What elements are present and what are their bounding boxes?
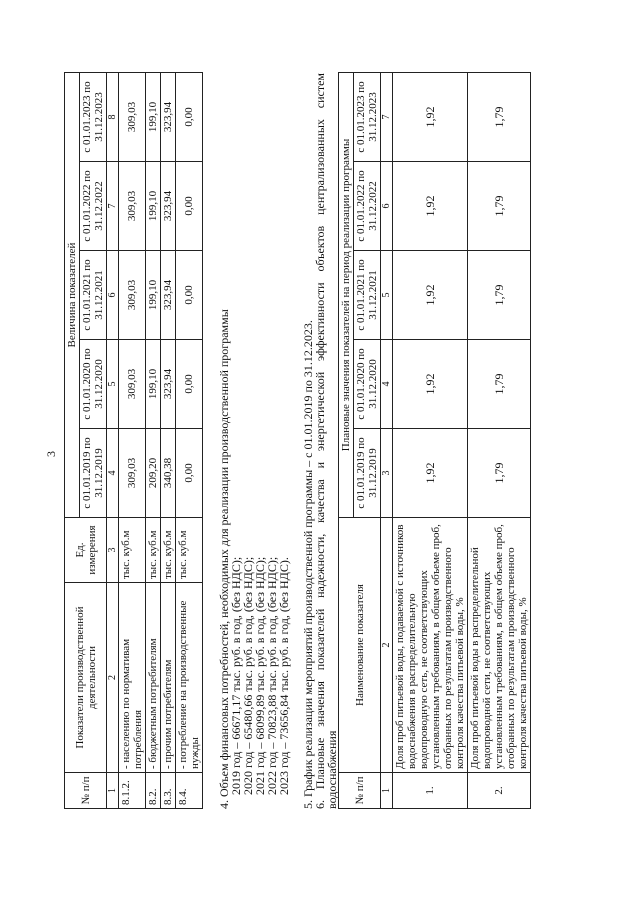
row-value: 309,03 bbox=[119, 251, 146, 340]
period-header: с 01.01.2021 по 31.12.2021 bbox=[354, 251, 381, 340]
section-5-schedule: 5. График реализации мероприятий производственной программы – с 01.01.2019 по 31.12.2023. bbox=[301, 320, 315, 809]
row-number: 1. bbox=[393, 773, 468, 809]
section-6-line-2: водоснабжения bbox=[325, 730, 339, 809]
row-number: 2. bbox=[468, 773, 531, 809]
index-cell: 1 bbox=[381, 773, 393, 809]
col-name-header: Наименование показателя bbox=[339, 518, 381, 773]
row-name: - потребление на производственные нужды bbox=[176, 583, 203, 773]
row-value: 0,00 bbox=[176, 340, 203, 429]
row-value: 323,94 bbox=[161, 340, 176, 429]
row-value: 1,79 bbox=[468, 340, 531, 429]
row-value: 309,03 bbox=[119, 73, 146, 162]
index-cell: 3 bbox=[381, 429, 393, 518]
row-number: 8.3. bbox=[161, 773, 176, 809]
col-unit-header: Ед. измерения bbox=[65, 518, 107, 583]
index-cell: 4 bbox=[107, 429, 119, 518]
section-4-line: 2022 год – 70823,88 тыс. руб. в год, (без НДС); bbox=[265, 556, 279, 795]
col-indicator-header: Показатели производственной деятельности bbox=[65, 583, 107, 773]
row-value: 1,79 bbox=[468, 251, 531, 340]
row-value: 323,94 bbox=[161, 251, 176, 340]
index-cell: 2 bbox=[107, 583, 119, 773]
row-value: 209,20 bbox=[146, 429, 161, 518]
row-value: 199,10 bbox=[146, 340, 161, 429]
period-header: с 01.01.2023 по 31.12.2023 bbox=[354, 72, 381, 161]
col-no-header: № п/п bbox=[339, 773, 381, 809]
values-group-header: Величина показателей bbox=[65, 73, 80, 518]
index-cell: 6 bbox=[381, 162, 393, 251]
row-value: 309,03 bbox=[119, 340, 146, 429]
row-unit: тыс. куб.м bbox=[176, 518, 203, 583]
index-cell: 1 bbox=[107, 773, 119, 809]
table-row bbox=[176, 73, 203, 809]
row-value: 1,92 bbox=[393, 429, 468, 518]
period-header: с 01.01.2020 по 31.12.2020 bbox=[354, 340, 381, 429]
section-4-title: 4. Объем финансовых потребностей, необходимых для реализации производственной программы bbox=[217, 309, 231, 809]
row-value: 0,00 bbox=[176, 162, 203, 251]
column-index-row bbox=[381, 72, 393, 808]
period-header: с 01.01.2019 по 31.12.2019 bbox=[80, 429, 107, 518]
column-index-row bbox=[107, 73, 119, 809]
row-number: 8.1.2. bbox=[119, 773, 146, 809]
reliability-indicators-table bbox=[338, 72, 531, 809]
row-value: 340,38 bbox=[161, 429, 176, 518]
production-indicators-table bbox=[64, 72, 203, 809]
index-cell: 5 bbox=[107, 340, 119, 429]
section-6-heading bbox=[314, 73, 338, 809]
period-header: с 01.01.2019 по 31.12.2019 bbox=[354, 429, 381, 518]
row-unit: тыс. куб.м bbox=[161, 518, 176, 583]
index-cell: 6 bbox=[107, 251, 119, 340]
row-value: 1,92 bbox=[393, 251, 468, 340]
planned-values-group-header: Плановые значения показателей на период реализации программы bbox=[339, 72, 354, 517]
section-4-line: 2023 год – 73656,84 тыс. руб. в год, (без НДС). bbox=[277, 557, 291, 795]
period-header: с 01.01.2021 по 31.12.2021 bbox=[80, 251, 107, 340]
index-cell: 4 bbox=[381, 340, 393, 429]
row-value: 1,92 bbox=[393, 340, 468, 429]
row-unit: тыс. куб.м bbox=[146, 518, 161, 583]
row-value: 309,03 bbox=[119, 162, 146, 251]
row-value: 199,10 bbox=[146, 251, 161, 340]
row-value: 1,92 bbox=[393, 72, 468, 161]
period-header: с 01.01.2023 по 31.12.2023 bbox=[80, 73, 107, 162]
row-value: 1,79 bbox=[468, 429, 531, 518]
row-name: - населению по нормативам потребления bbox=[119, 583, 146, 773]
row-unit: тыс. куб.м bbox=[119, 518, 146, 583]
row-value: 1,92 bbox=[393, 162, 468, 251]
period-header: с 01.01.2020 по 31.12.2020 bbox=[80, 340, 107, 429]
index-cell: 7 bbox=[381, 72, 393, 161]
section-4-line: 2021 год – 68099,89 тыс. руб. в год, (без НДС); bbox=[253, 556, 267, 795]
table-row bbox=[393, 72, 468, 808]
period-header: с 01.01.2022 по 31.12.2022 bbox=[354, 162, 381, 251]
row-value: 0,00 bbox=[176, 251, 203, 340]
row-value: 323,94 bbox=[161, 162, 176, 251]
row-name: - бюджетным потребителям bbox=[146, 583, 161, 773]
index-cell: 3 bbox=[107, 518, 119, 583]
row-value: 1,79 bbox=[468, 162, 531, 251]
index-cell: 7 bbox=[107, 162, 119, 251]
page-number: 3 bbox=[44, 451, 58, 457]
table-row bbox=[119, 73, 146, 809]
section-4-line: 2019 год – 66671,17 тыс. руб. в год, (без НДС); bbox=[229, 556, 243, 795]
row-number: 8.4. bbox=[176, 773, 203, 809]
col-no-header: № п/п bbox=[65, 773, 107, 809]
table-row bbox=[146, 73, 161, 809]
row-value: 323,94 bbox=[161, 73, 176, 162]
row-name: Доля проб питьевой воды, подаваемой с источников водоснабжения в распределительную водопроводную сеть, не соответствующих установленным требованиям, в общем объеме проб, отобранных по результатам производственного контроля качества питьевой воды, % bbox=[393, 518, 468, 773]
index-cell: 2 bbox=[381, 518, 393, 773]
row-number: 8.2. bbox=[146, 773, 161, 809]
row-name: - прочим потребителям bbox=[161, 583, 176, 773]
row-value: 0,00 bbox=[176, 429, 203, 518]
table-row bbox=[468, 72, 531, 808]
row-value: 199,10 bbox=[146, 162, 161, 251]
row-value: 199,10 bbox=[146, 73, 161, 162]
period-header: с 01.01.2022 по 31.12.2022 bbox=[80, 162, 107, 251]
section-4-line: 2020 год – 65480,66 тыс. руб. в год, (без НДС); bbox=[241, 556, 255, 795]
section-4-financial-needs bbox=[218, 73, 290, 809]
row-value: 309,03 bbox=[119, 429, 146, 518]
row-value: 1,79 bbox=[468, 72, 531, 161]
row-name: Доля проб питьевой воды в распределительной водопроводной сети, не соответствующих установленным требованиям, в общем объеме проб, отобранных по результатам производственного контроля качества питьевой воды, % bbox=[468, 518, 531, 773]
section-6-line-1: 6. Плановые значения показателей надежности, качества и энергетической эффективности объектов централизованных систем bbox=[313, 73, 327, 809]
table-row bbox=[161, 73, 176, 809]
index-cell: 5 bbox=[381, 251, 393, 340]
index-cell: 8 bbox=[107, 73, 119, 162]
row-value: 0,00 bbox=[176, 73, 203, 162]
